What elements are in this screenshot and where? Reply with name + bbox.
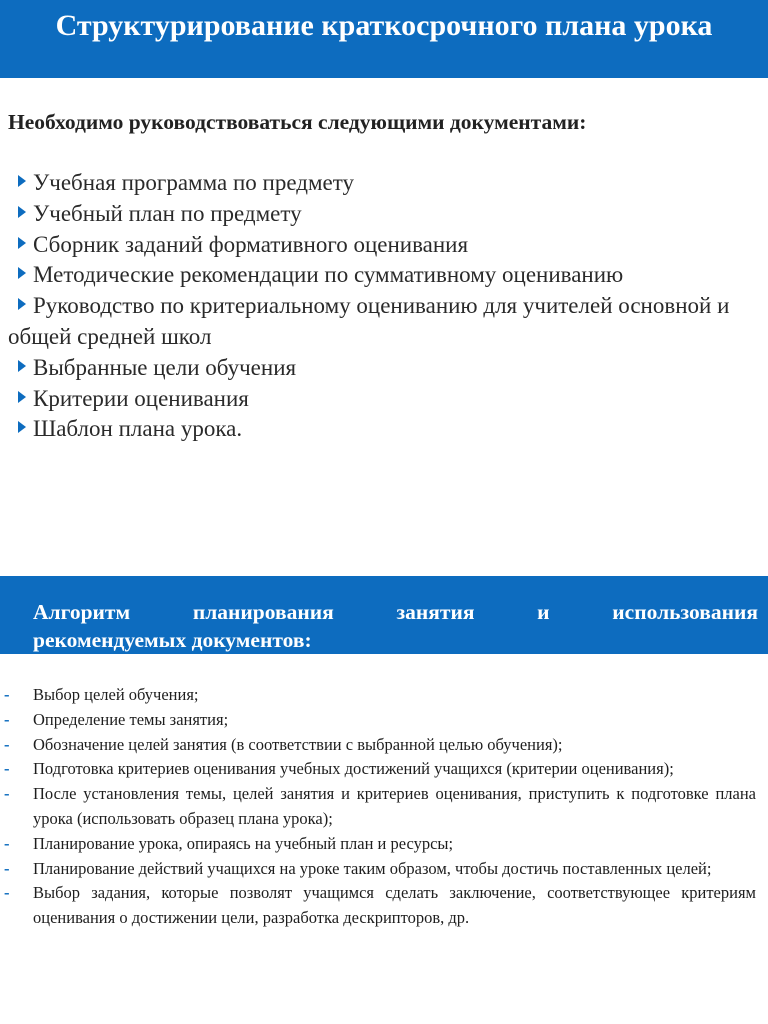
list-item-text: Выбор задания, которые позволят учащимся сделать заключение, соответствующее критериям оценивания о достижении цели, разработка дескрипторов, др. [33, 883, 756, 928]
algorithm-heading-line1: Алгоритм планирования занятия и использования [33, 600, 758, 624]
dash-bullet-icon: - [4, 883, 10, 903]
title-banner [0, 0, 768, 78]
list-item [0, 683, 768, 708]
dash-bullet-icon: - [4, 685, 10, 704]
list-item-text: Шаблон плана урока. [33, 416, 243, 442]
list-item [0, 757, 768, 782]
list-item [8, 199, 760, 230]
list-item-text: Определение темы занятия; [33, 709, 229, 729]
algorithm-banner [0, 576, 768, 654]
list-item [8, 168, 760, 199]
dash-bullet-icon: - [4, 833, 10, 853]
list-item [8, 230, 760, 261]
list-item [0, 733, 768, 758]
list-item-text: Учебная программа по предмету [33, 170, 354, 195]
triangle-bullet-icon [18, 421, 26, 433]
list-item [8, 414, 760, 445]
triangle-bullet-icon [18, 360, 26, 372]
dash-bullet-icon: - [4, 734, 10, 754]
triangle-bullet-icon [18, 267, 26, 279]
list-item-text: Сборник заданий формативного оценивания [33, 231, 469, 257]
algorithm-list [0, 683, 768, 931]
list-item [0, 881, 768, 931]
list-item [0, 832, 768, 857]
page-title: Структурирование краткосрочного плана урока [55, 9, 713, 42]
list-item [0, 782, 768, 832]
list-item-text: Выбранные цели обучения [33, 354, 297, 380]
list-item-text: Критерии оценивания [33, 385, 249, 411]
list-item-text: Выбор целей обучения; [33, 685, 199, 704]
triangle-bullet-icon [18, 237, 26, 249]
list-item [8, 353, 760, 384]
list-item [8, 384, 760, 415]
triangle-bullet-icon [18, 298, 26, 310]
list-item-text: Обозначение целей занятия (в соответствии с выбранной целью обучения); [33, 734, 563, 754]
dash-bullet-icon: - [4, 709, 10, 729]
documents-heading: Необходимо руководствоваться следующими документами: [8, 110, 587, 134]
documents-list [8, 168, 760, 445]
list-item-text: Планирование действий учащихся на уроке таким образом, чтобы достичь поставленных целей; [33, 858, 712, 878]
list-item-text: Подготовка критериев оценивания учебных достижений учащихся (критерии оценивания); [33, 759, 674, 779]
triangle-bullet-icon [18, 391, 26, 403]
list-item-text: После установления темы, целей занятия и критериев оценивания, приступить к подготовке плана урока (использовать образец плана урока); [33, 784, 756, 828]
algorithm-heading-line2: рекомендуемых документов: [33, 628, 312, 652]
triangle-bullet-icon [18, 206, 26, 218]
list-item-text: Учебный план по предмету [33, 200, 302, 226]
dash-bullet-icon: - [4, 784, 10, 804]
list-item [8, 291, 760, 353]
list-item-text: Методические рекомендации по суммативному оцениванию [33, 262, 624, 288]
dash-bullet-icon: - [4, 759, 10, 779]
dash-bullet-icon: - [4, 858, 10, 878]
list-item-text: Руководство по критериальному оцениванию для учителей основной и общей средней школ [8, 293, 730, 349]
list-item [0, 708, 768, 733]
list-item [0, 857, 768, 882]
list-item [8, 260, 760, 291]
triangle-bullet-icon [18, 175, 26, 187]
list-item-text: Планирование урока, опираясь на учебный план и ресурсы; [33, 833, 454, 853]
